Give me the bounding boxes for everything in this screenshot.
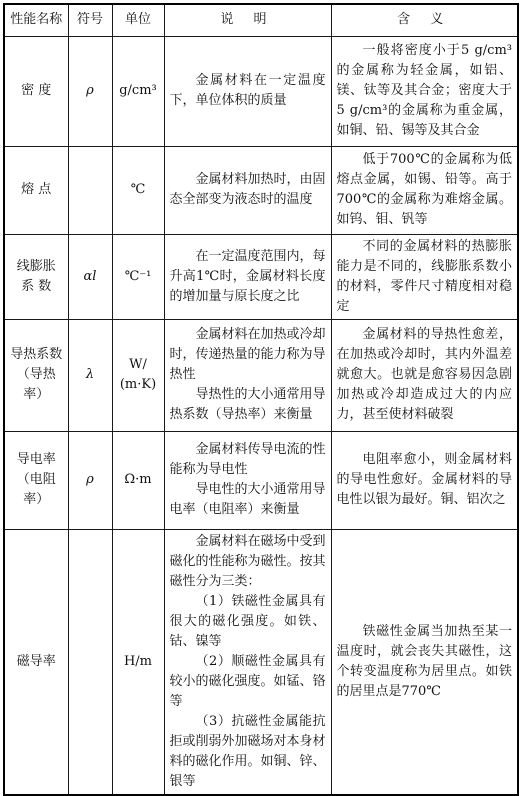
meaning-paragraph: 低于700℃的金属称为低熔点金属，如锡、铅等。高于700℃的金属称为难熔金属。如钨、钼、钒等 [336, 152, 512, 227]
unit-line: (m·K) [119, 377, 157, 392]
header-symbol: 符号 [68, 4, 112, 36]
property-meaning [331, 319, 518, 431]
header-description: 说 明 [164, 4, 331, 36]
description-paragraph: 金属材料在加热或冷却时，传递热量的能力称为导热性 [169, 327, 326, 382]
property-meaning [331, 146, 518, 234]
property-meaning [331, 529, 518, 795]
property-symbol: ρ [68, 431, 112, 529]
name-line: （电阻率） [16, 472, 56, 507]
property-meaning [331, 36, 518, 146]
meaning-paragraph: 不同的金属材料的热膨胀能力是不同的，线膨胀系数小的材料，零件尺寸精度相对稳定 [336, 238, 512, 314]
header-meaning: 含 义 [331, 4, 518, 36]
property-name [4, 234, 68, 319]
description-paragraph: 金属材料在磁场中受到磁化的性能称为磁性。按其磁性分为三类： [169, 533, 326, 589]
description-paragraph: 导热性的大小通常用导热系数（导热率）来衡量 [169, 387, 326, 422]
meaning-paragraph: 金属材料的导热性愈差，在加热或冷却时，其内外温差就愈大。也就是愈容易因急剧加热或冷却造成过大的内应力，甚至使材料破裂 [336, 327, 512, 422]
property-symbol: αl [68, 234, 112, 319]
property-name [4, 319, 68, 431]
property-description [164, 146, 331, 234]
property-symbol [68, 146, 112, 234]
description-paragraph: （1）铁磁性金属具有很大的磁化强度。如铁、钴、镍等 [169, 593, 326, 649]
property-unit: g/cm³ [112, 36, 164, 146]
meaning-paragraph: 电阻率愈小，则金属材料的导电性愈好。金属材料的导电性以银为最好。铜、铝次之 [336, 452, 512, 507]
meaning-paragraph: 铁磁性金属当加热至某一温度时，就会丧失其磁性，这个转变温度称为居里点。如铁的居里点是770℃ [336, 623, 512, 699]
description-paragraph: （2）顺磁性金属具有较小的磁化强度。如锰、铬等 [169, 653, 326, 709]
table-row-melting-point [4, 146, 518, 234]
property-unit: ℃⁻¹ [112, 234, 164, 319]
property-meaning [331, 234, 518, 319]
description-paragraph: 导电性的大小通常用导电率（电阻率）来衡量 [169, 482, 326, 517]
unit-line: W/ [129, 357, 147, 372]
property-name [4, 431, 68, 529]
header-property-name: 性能名称 [4, 4, 68, 36]
property-unit: Ω·m [112, 431, 164, 529]
property-meaning [331, 431, 518, 529]
name-line: 导热系数 [10, 347, 63, 362]
property-unit: ℃ [112, 146, 164, 234]
name-line: 导电率 [16, 452, 56, 467]
table-row-electrical-conductivity [4, 431, 518, 529]
table-row-density [4, 36, 518, 146]
name-line: （导热率） [16, 367, 56, 402]
table-row-linear-expansion [4, 234, 518, 319]
table-row-thermal-conductivity [4, 319, 518, 431]
description-paragraph: 金属材料在一定温度下，单位体积的质量 [169, 73, 326, 108]
property-symbol [68, 529, 112, 795]
property-name: 熔 点 [4, 146, 68, 234]
property-symbol: λ [68, 319, 112, 431]
meaning-paragraph: 一般将密度小于5 g/cm³的金属称为轻金属，如铝、镁、钛等及其合金；密度大于5 g/cm³的金属称为重金属，如铜、铅、锡等及其合金 [336, 43, 512, 138]
description-paragraph: 在一定温度范围内，每升高1℃时，金属材料长度的增加量与原长度之比 [169, 248, 326, 304]
metal-properties-table [3, 3, 519, 796]
property-description [164, 319, 331, 431]
property-name: 密 度 [4, 36, 68, 146]
table-header-row [4, 4, 518, 36]
description-paragraph: 金属材料传导电流的性能称为导电性 [169, 442, 326, 477]
name-line: 系 数 [21, 278, 52, 294]
property-name: 磁导率 [4, 529, 68, 795]
property-description [164, 529, 331, 795]
property-unit: H/m [112, 529, 164, 795]
description-paragraph: 金属材料加热时，由固态全部变为液态时的温度 [169, 172, 326, 207]
property-description [164, 431, 331, 529]
property-unit [112, 319, 164, 431]
description-paragraph: （3）抗磁性金属能抗拒或削弱外加磁场对本身材料的磁化作用。如铜、锌、银等 [169, 713, 326, 789]
property-description [164, 36, 331, 146]
property-symbol: ρ [68, 36, 112, 146]
table-row-magnetic-permeability [4, 529, 518, 795]
property-description [164, 234, 331, 319]
name-line: 线膨胀 [16, 258, 56, 274]
header-unit: 单位 [112, 4, 164, 36]
